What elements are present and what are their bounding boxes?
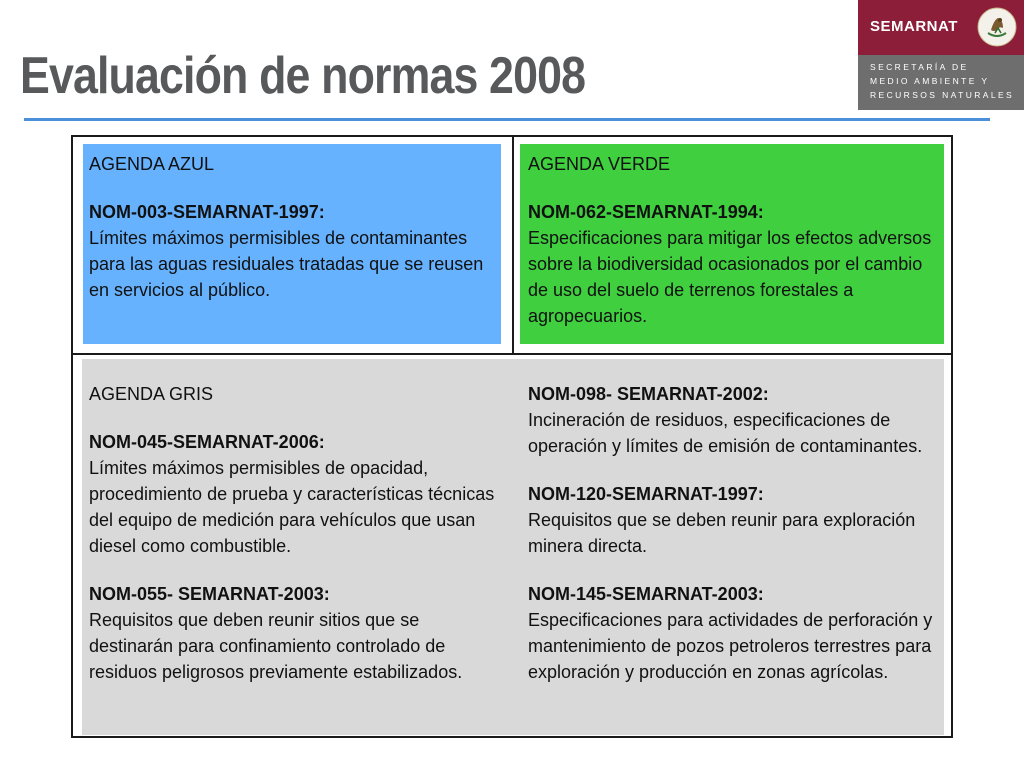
norm-description: Especificaciones para actividades de perforación y mantenimiento de pozos petroleros terrestres para exploración y producción en zonas agrícolas. — [528, 610, 933, 682]
norm-description: Requisitos que se deben reunir para exploración minera directa. — [528, 510, 916, 556]
agenda-verde-heading: AGENDA VERDE — [528, 154, 671, 174]
norm-description: Requisitos que deben reunir sitios que se destinarán para confinamiento controlado de residuos peligrosos previamente estabilizados. — [89, 610, 463, 682]
page-title: Evaluación de normas 2008 — [20, 47, 586, 105]
norm-code: NOM-145-SEMARNAT-2003: — [528, 584, 764, 604]
norm-code: NOM-098- SEMARNAT-2002: — [528, 384, 769, 404]
title-divider — [24, 118, 990, 121]
norm-code: NOM-062-SEMARNAT-1994: — [528, 202, 764, 222]
logo-subtitle-line: MEDIO AMBIENTE Y — [870, 76, 990, 86]
norm-code: NOM-003-SEMARNAT-1997: — [89, 202, 325, 222]
agenda-azul-content — [89, 151, 489, 303]
agenda-gris-left-column — [89, 381, 499, 685]
table-horizontal-divider — [73, 353, 951, 355]
norm-description: Límites máximos permisibles de contaminantes para las aguas residuales tratadas que se reusen en servicios al público. — [89, 228, 484, 300]
norm-code: NOM-120-SEMARNAT-1997: — [528, 484, 764, 504]
semarnat-logo — [858, 0, 1024, 110]
agenda-azul-heading: AGENDA AZUL — [89, 154, 215, 174]
norm-code: NOM-045-SEMARNAT-2006: — [89, 432, 325, 452]
norm-code: NOM-055- SEMARNAT-2003: — [89, 584, 330, 604]
logo-subtitle-line: RECURSOS NATURALES — [870, 90, 1015, 100]
national-seal-icon — [976, 6, 1018, 48]
norm-description: Especificaciones para mitigar los efectos adversos sobre la biodiversidad ocasionados por el cambio de uso del suelo de terrenos forestales a agropecuarios. — [528, 228, 932, 326]
logo-subtitle — [870, 60, 1020, 102]
logo-banner — [858, 0, 1024, 55]
agenda-gris-right-column — [528, 381, 936, 685]
agenda-verde-content — [528, 151, 944, 329]
table-vertical-divider — [512, 137, 514, 355]
logo-name: SEMARNAT — [870, 18, 958, 35]
norm-description: Incineración de residuos, especificaciones de operación y límites de emisión de contaminantes. — [528, 410, 923, 456]
norm-description: Límites máximos permisibles de opacidad, procedimiento de prueba y características técnicas del equipo de medición para vehículos que usan diesel como combustible. — [89, 458, 495, 556]
agenda-gris-heading: AGENDA GRIS — [89, 384, 214, 404]
logo-subtitle-line: SECRETARÍA DE — [870, 62, 969, 72]
